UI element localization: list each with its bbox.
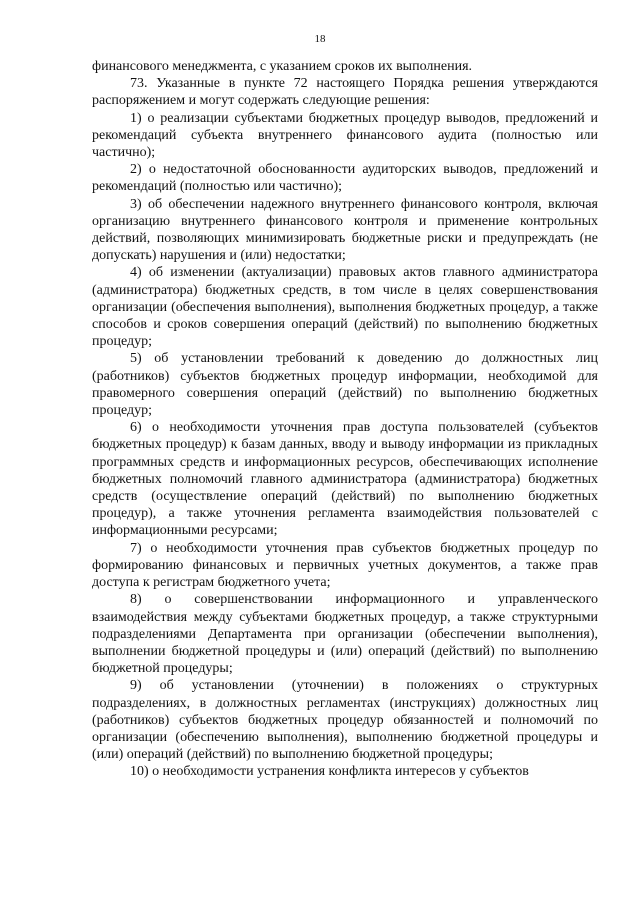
paragraph-item-73: 73. Указанные в пункте 72 настоящего Порядка решения утверждаются распоряжением и могут содержать следующие решения: bbox=[92, 76, 598, 109]
list-item-2: 2) о недостаточной обоснованности аудиторских выводов, предложений и рекомендаций (полностью или частично); bbox=[92, 162, 598, 195]
paragraph-continuation: финансового менеджмента, с указанием сроков их выполнения. bbox=[92, 59, 473, 74]
list-item-5: 5) об установлении требований к доведению до должностных лиц (работников) субъектов бюджетных процедур информации, необходимой для правомерного совершения операций (действий) по выполнению бюджетных процедур; bbox=[92, 351, 598, 419]
list-item-1: 1) о реализации субъектами бюджетных процедур выводов, предложений и рекомендаций субъекта внутреннего финансового аудита (полностью или частично); bbox=[92, 110, 598, 161]
list-item-6: 6) о необходимости уточнения прав доступа пользователей (субъектов бюджетных процедур) к базам данных, вводу и выводу информации из прикладных программных средств и информационных ресурсов, обеспечивающих исполнение бюджетных полномочий главного администратора (администратора) бюджетных средств (осуществление операций (действий) по выполнению бюджетных процедур), а также уточнения регламента взаимодействия пользователей с информационными ресурсами; bbox=[92, 420, 598, 539]
list-item-10: 10) о необходимости устранения конфликта интересов у субъектов bbox=[130, 764, 529, 780]
list-item-3: 3) об обеспечении надежного внутреннего финансового контроля, включая организацию внутреннего финансового контроля и применение контрольных действий, позволяющих минимизировать бюджетные риски и предупреждать (не допускать) нарушения и (или) недостатки; bbox=[92, 196, 598, 264]
list-item-4: 4) об изменении (актуализации) правовых актов главного администратора (администратора) бюджетных средств, в том числе в целях совершенствования организации (обеспечения выполнения), выполнения бюджетных процедур, а также способов и сроков совершения операций (действий) по выполнению бюджетных процедур; bbox=[92, 265, 598, 350]
page-number: 18 bbox=[314, 33, 326, 45]
list-item-9: 9) об установлении (уточнении) в положениях о структурных подразделениях, в должностных регламентах (инструкциях) должностных лиц (работников) субъектов бюджетных процедур обязанностей и полномочий по организации (обеспечению выполнения), выполнению бюджетной процедуры и (или) операций (действий) по выполнению бюджетной процедуры; bbox=[92, 678, 598, 763]
list-item-8: 8) о совершенствовании информационного и управленческого взаимодействия между субъектами бюджетных процедур, а также структурными подразделениями Департамента при организации (обеспечении выполнения), выполнении бюджетной процедуры и (или) операций (действий) по выполнению бюджетной процедуры; bbox=[92, 592, 598, 677]
list-item-7: 7) о необходимости уточнения прав субъектов бюджетных процедур по формированию финансовых и первичных учетных документов, а также прав доступа к регистрам бюджетного учета; bbox=[92, 540, 598, 591]
document-body bbox=[92, 58, 598, 781]
